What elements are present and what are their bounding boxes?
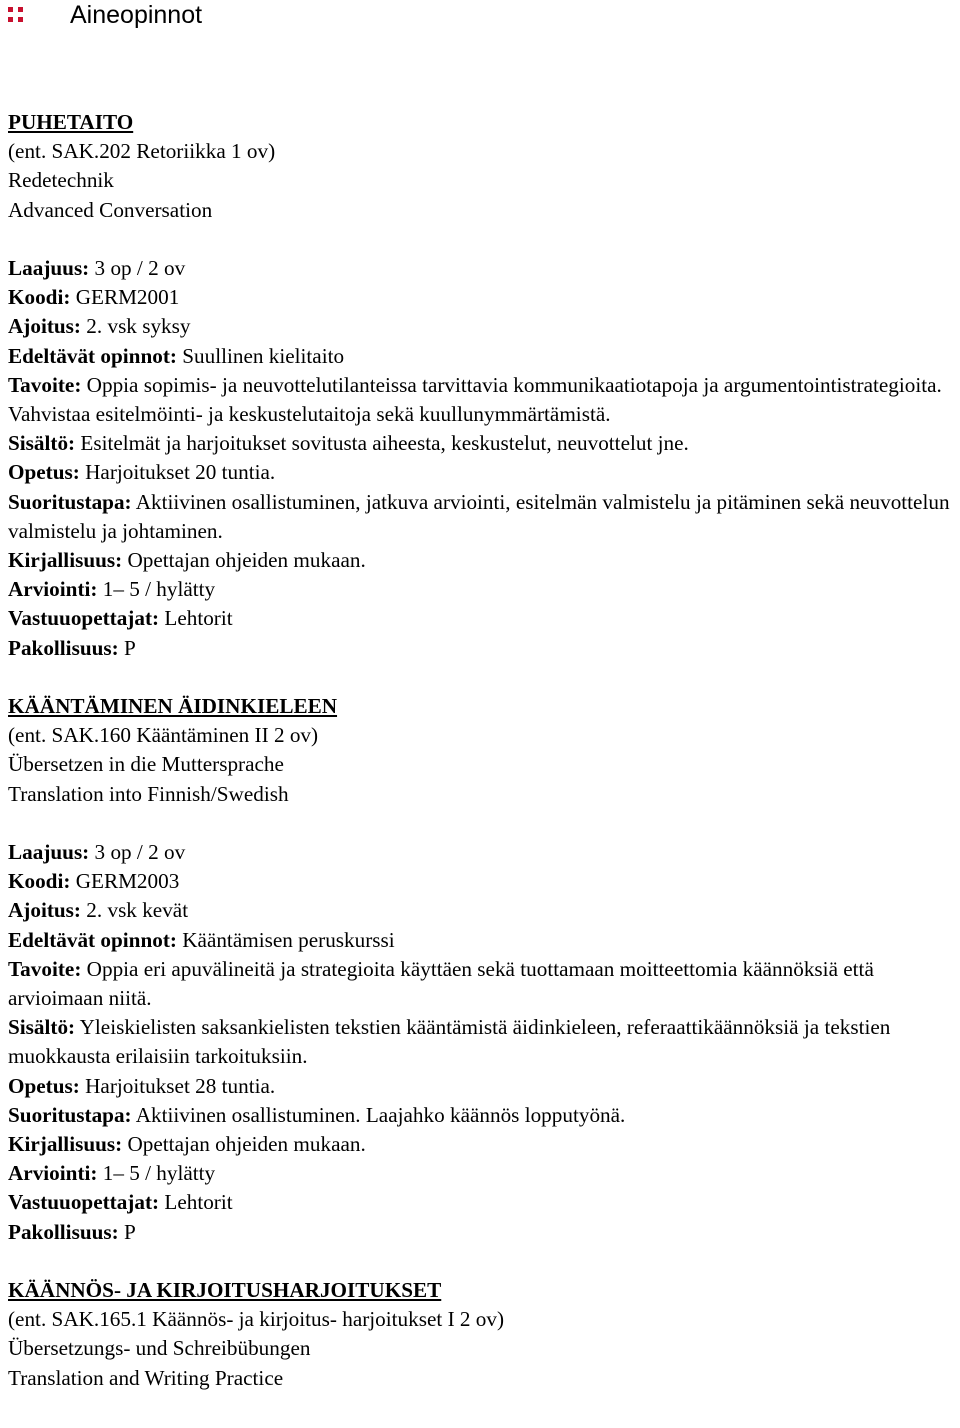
field-opetus: Opetus: Harjoitukset 20 tuntia. xyxy=(8,460,276,485)
field-kirjallisuus: Kirjallisuus: Opettajan ohjeiden mukaan. xyxy=(8,548,366,573)
field-laajuus: Laajuus: 3 op / 2 ov xyxy=(8,840,186,865)
field-koodi: Koodi: GERM2001 xyxy=(8,285,180,310)
course-title-german: Übersetzen in die Muttersprache xyxy=(8,752,284,777)
field-arviointi: Arviointi: 1– 5 / hylätty xyxy=(8,1161,216,1186)
field-tavoite: Tavoite: Oppia sopimis- ja neuvottelutilanteissa tarvittavia kommunikaatiotapoja ja argumentointistrategioita. Vahvistaa esitelmöinti- ja keskustelutaitoja sekä kuullunymmärtämistä. xyxy=(8,372,942,427)
course-section-puhetaito xyxy=(8,108,958,663)
page-title: Aineopinnot xyxy=(70,1,203,29)
field-pakollisuus: Pakollisuus: P xyxy=(8,1219,136,1244)
course-heading: KÄÄNNÖS- JA KIRJOITUSHARJOITUKSET xyxy=(8,1278,442,1303)
page-header xyxy=(8,0,202,30)
field-suoritustapa: Suoritustapa: Aktiivinen osallistuminen. Laajahko käännös lopputyönä. xyxy=(8,1102,626,1127)
document-body xyxy=(8,108,958,1393)
field-sisalto: Sisältö: Esitelmät ja harjoitukset sovitusta aiheesta, keskustelut, neuvottelut jne. xyxy=(8,431,689,456)
grid-bullet-icon xyxy=(8,7,24,23)
field-edeltavat-opinnot: Edeltävät opinnot: Kääntämisen peruskurssi xyxy=(8,927,395,952)
course-title-german: Redetechnik xyxy=(8,168,114,193)
field-vastuuopettajat: Vastuuopettajat: Lehtorit xyxy=(8,1190,233,1215)
field-koodi: Koodi: GERM2003 xyxy=(8,869,180,894)
field-edeltavat-opinnot: Edeltävät opinnot: Suullinen kielitaito xyxy=(8,343,345,368)
course-former-code: (ent. SAK.202 Retoriikka 1 ov) xyxy=(8,139,276,164)
course-heading: KÄÄNTÄMINEN ÄIDINKIELEEN xyxy=(8,694,338,719)
course-title-english: Translation into Finnish/Swedish xyxy=(8,781,289,806)
course-former-code: (ent. SAK.160 Kääntäminen II 2 ov) xyxy=(8,723,319,748)
course-heading: PUHETAITO xyxy=(8,110,134,134)
field-kirjallisuus: Kirjallisuus: Opettajan ohjeiden mukaan. xyxy=(8,1132,366,1157)
field-opetus: Opetus: Harjoitukset 28 tuntia. xyxy=(8,1073,276,1098)
field-arviointi: Arviointi: 1– 5 / hylätty xyxy=(8,577,216,602)
field-tavoite: Tavoite: Oppia eri apuvälineitä ja strategioita käyttäen sekä tuottamaan moitteettomia käännöksiä että arvioimaan niitä. xyxy=(8,956,874,1011)
course-title-english: Advanced Conversation xyxy=(8,197,213,222)
course-former-code: (ent. SAK.165.1 Käännös- ja kirjoitus- harjoitukset I 2 ov) xyxy=(8,1307,505,1332)
field-vastuuopettajat: Vastuuopettajat: Lehtorit xyxy=(8,606,233,631)
course-title-german: Übersetzungs- und Schreibübungen xyxy=(8,1336,311,1361)
course-section-kaannos-kirjoitus xyxy=(8,1276,958,1393)
course-section-kaantaminen xyxy=(8,692,958,1247)
field-pakollisuus: Pakollisuus: P xyxy=(8,635,136,660)
course-title-english: Translation and Writing Practice xyxy=(8,1365,284,1390)
field-sisalto: Sisältö: Yleiskielisten saksankielisten tekstien kääntämistä äidinkieleen, referaattikäännöksiä ja tekstien muokkausta erilaisiin tarkoituksiin. xyxy=(8,1015,891,1069)
field-suoritustapa: Suoritustapa: Aktiivinen osallistuminen, jatkuva arviointi, esitelmän valmistelu ja pitäminen sekä neuvottelun valmistelu ja johtaminen. xyxy=(8,489,950,543)
field-ajoitus: Ajoitus: 2. vsk kevät xyxy=(8,898,189,923)
field-ajoitus: Ajoitus: 2. vsk syksy xyxy=(8,314,191,339)
field-laajuus: Laajuus: 3 op / 2 ov xyxy=(8,256,186,280)
